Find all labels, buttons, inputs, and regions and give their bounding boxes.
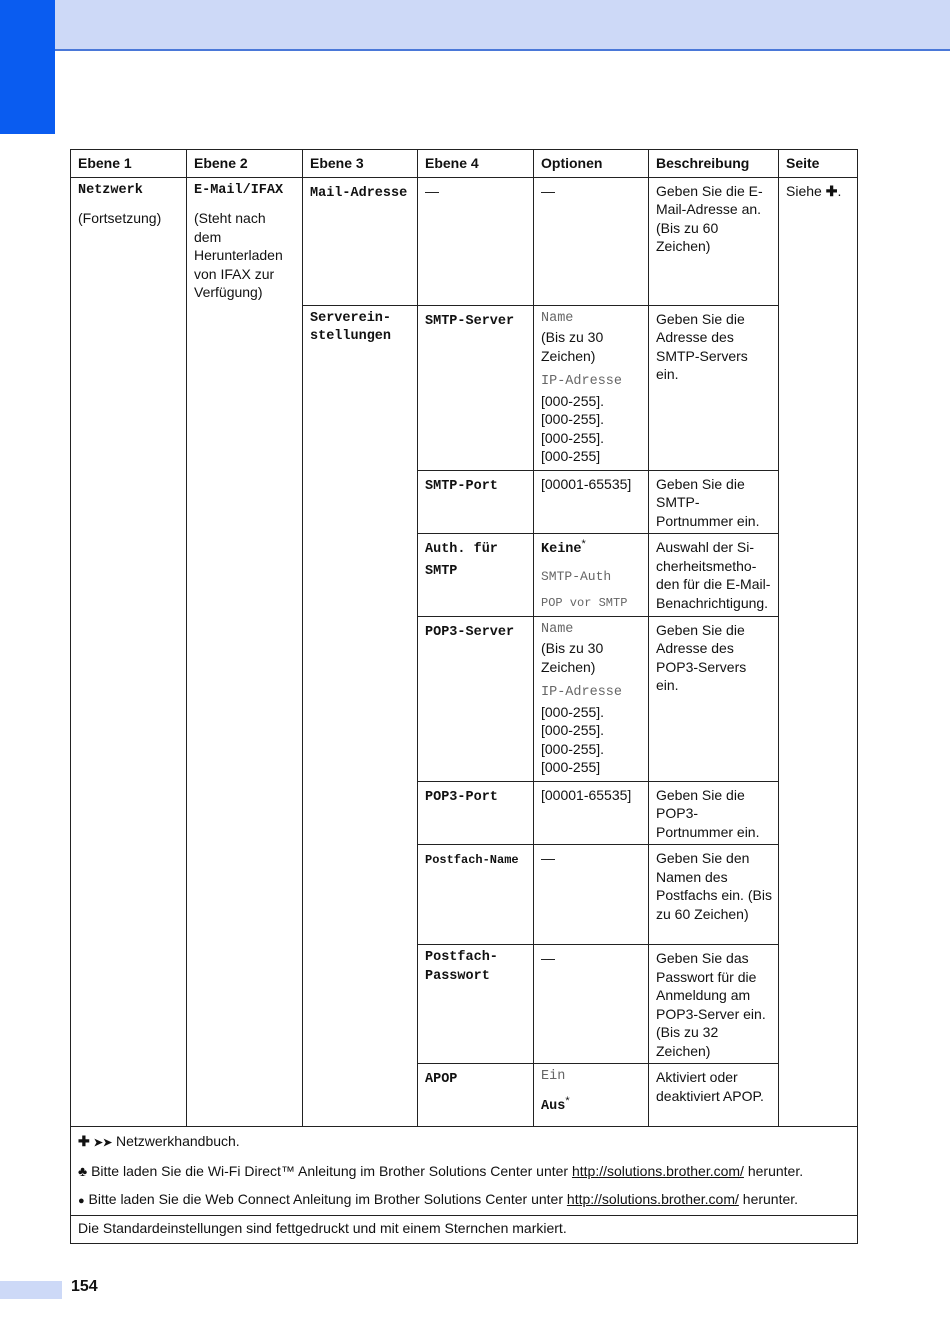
solutions-center-link[interactable]: http://solutions.brother.com/ (571, 1163, 744, 1179)
option-off-label: Aus (541, 1098, 566, 1114)
level4-smtp-port: SMTP-Port (425, 478, 498, 494)
header-seite: Seite (779, 150, 858, 178)
level4-pop3-port: POP3-Port (425, 789, 498, 805)
header-ebene-2: Ebene 2 (187, 150, 303, 178)
level4-cell (418, 781, 534, 845)
level3-server-settings-label: Serverein- stellungen (310, 310, 392, 344)
option-name: Name (541, 310, 574, 326)
page-ref-suffix: . (837, 182, 842, 199)
bullet-icon: ● (78, 1195, 85, 1207)
option-none-label: Keine (541, 542, 582, 557)
options-cell: — (534, 845, 649, 945)
description-cell: Geben Sie die Adresse des SMTP-Servers ein. (649, 305, 779, 470)
options-cell (534, 305, 649, 470)
level4-apop: APOP (425, 1072, 458, 1087)
plus-icon: ✚ (825, 182, 838, 199)
level2-note: (Steht nach dem Herunterladen von IFAX zur Verfügung) (194, 210, 283, 300)
option-ip-address-note: [000-255]. [000-255]. [000-255]. [000-255] (541, 703, 605, 775)
defaults-note: Die Standardeinstellungen sind fettgedruckt und mit einem Sternchen markiert. (71, 1216, 858, 1244)
option-ip-address-note: [000-255]. [000-255]. [000-255]. [000-255] (541, 392, 605, 464)
header-ebene-4: Ebene 4 (418, 150, 534, 178)
club-icon: ♣ (78, 1163, 88, 1179)
options-cell: [00001-65535] (534, 781, 649, 845)
footnote-wifi-text-end: herunter. (747, 1163, 804, 1179)
level4-smtp-server: SMTP-Server (425, 313, 515, 329)
footnote-wifi-direct (78, 1157, 851, 1185)
option-pop-before-smtp: POP vor SMTP (541, 596, 628, 610)
footnote-webconnect-text: Bitte laden Sie die Web Connect Anleitung im Brother Solutions Center unter (88, 1191, 564, 1207)
page-ref-cell (779, 177, 858, 1127)
options-cell: — (534, 945, 649, 1064)
footnotes-cell (71, 1127, 858, 1216)
level4-cell (418, 1064, 534, 1127)
table-header-row (71, 150, 858, 178)
footnote-webconnect-text-end: herunter. (742, 1191, 799, 1207)
defaults-note-row (71, 1216, 858, 1244)
description-cell: Geben Sie die POP3- Portnummer ein. (649, 781, 779, 845)
level4-cell (418, 305, 534, 470)
level4-cell (418, 845, 534, 945)
header-optionen: Optionen (534, 150, 649, 178)
header-ebene-1: Ebene 1 (71, 150, 187, 178)
level4-mailbox-name: Postfach-Name (425, 853, 519, 867)
level4-cell (418, 470, 534, 534)
level4-cell (418, 616, 534, 781)
chapter-tab (0, 0, 55, 134)
header-ebene-3: Ebene 3 (303, 150, 418, 178)
description-cell: Geben Sie das Passwort für die Anmeldung am POP3-Server ein. (Bis zu 32 Zeichen) (649, 945, 779, 1064)
table-row (71, 177, 858, 305)
settings-table (70, 149, 858, 1244)
solutions-center-link[interactable]: http://solutions.brother.com/ (566, 1191, 739, 1207)
level4-auth-smtp: Auth. für SMTP (425, 542, 498, 579)
option-name: Name (541, 621, 574, 637)
options-cell (534, 534, 649, 617)
level1-cell (71, 177, 187, 1127)
option-ip-address: IP-Adresse (541, 374, 623, 389)
description-cell: Geben Sie die E-Mail-Adresse an. (Bis zu 60 Zeichen) (649, 177, 779, 305)
option-none (541, 538, 642, 560)
description-cell: Geben Sie den Namen des Postfachs ein. (Bis zu 60 Zeichen) (649, 845, 779, 945)
default-marker: * (565, 1094, 570, 1107)
plus-icon: ✚ (78, 1133, 90, 1149)
level3-mail-address-label: Mail-Adresse (310, 185, 408, 201)
footnote-network-text: Netzwerkhandbuch. (115, 1133, 240, 1149)
level4-cell: — (418, 177, 534, 305)
footnote-network (78, 1127, 851, 1157)
description-cell: Auswahl der Si- cherheitsmetho- den für die E-Mail- Benachrichtigung. (649, 534, 779, 617)
level2-cell (187, 177, 303, 1127)
description-cell: Geben Sie die Adresse des POP3-Servers ein. (649, 616, 779, 781)
level2-name: E-Mail/IFAX (194, 182, 284, 198)
level4-pop3-server: POP3-Server (425, 624, 515, 640)
page-number: 154 (71, 1278, 98, 1295)
options-cell (534, 1064, 649, 1127)
page-number-band (0, 1281, 62, 1299)
default-marker: * (581, 538, 586, 550)
options-cell (534, 616, 649, 781)
footnote-wifi-text: Bitte laden Sie die Wi-Fi Direct™ Anleitung im Brother Solutions Center unter (91, 1163, 569, 1179)
description-cell: Geben Sie die SMTP-Portnummer ein. (649, 470, 779, 534)
level1-note: (Fortsetzung) (78, 210, 162, 226)
footnote-web-connect (78, 1185, 851, 1215)
option-ip-address: IP-Adresse (541, 685, 623, 700)
option-on: Ein (541, 1069, 566, 1084)
level4-cell (418, 945, 534, 1064)
footnotes-row (71, 1127, 858, 1216)
level4-cell (418, 534, 534, 617)
level4-mailbox-password: Postfach- Passwort (425, 950, 498, 984)
level3-server-settings (303, 305, 418, 1127)
options-cell: [00001-65535] (534, 470, 649, 534)
level1-name: Netzwerk (78, 182, 143, 198)
page-ref-prefix: Siehe (786, 182, 822, 199)
double-arrow-icon: ➤➤ (93, 1137, 113, 1149)
level3-mail-address (303, 177, 418, 305)
option-name-note: (Bis zu 30 Zeichen) (541, 640, 604, 675)
options-cell: — (534, 177, 649, 305)
option-name-note: (Bis zu 30 Zeichen) (541, 329, 604, 364)
option-smtp-auth: SMTP-Auth (541, 568, 612, 584)
header-band (0, 0, 950, 51)
description-cell: Aktiviert oder deaktiviert APOP. (649, 1064, 779, 1127)
header-beschreibung: Beschreibung (649, 150, 779, 178)
option-off (541, 1095, 642, 1117)
